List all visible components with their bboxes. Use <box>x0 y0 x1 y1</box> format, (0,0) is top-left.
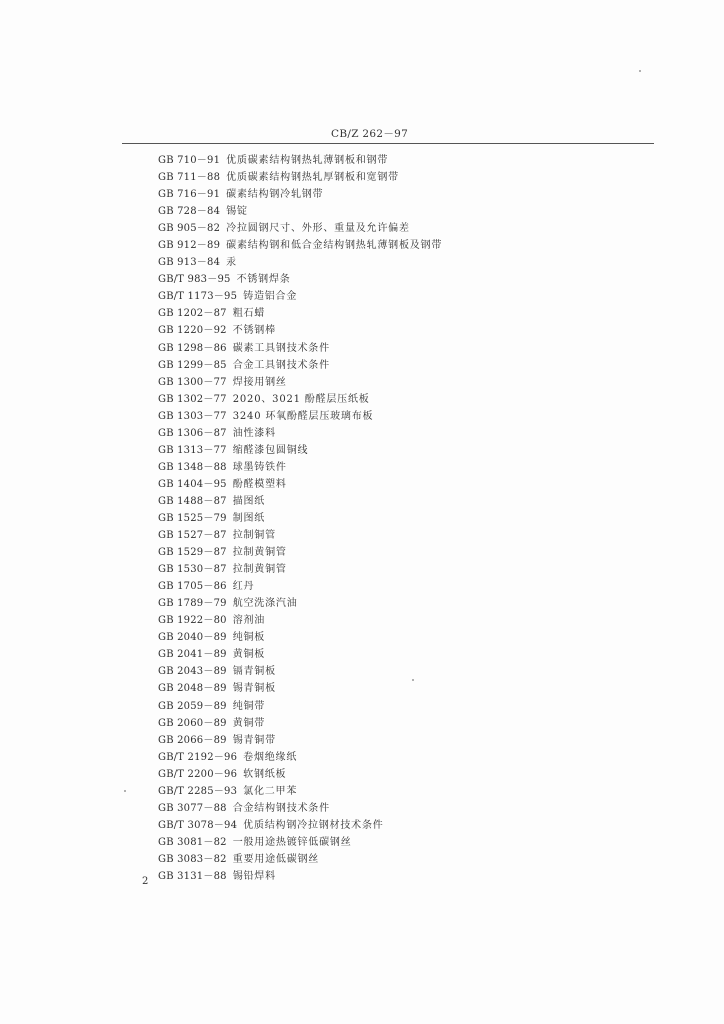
standard-code: GB 2041－89 <box>158 649 227 661</box>
standard-code: GB 2043－89 <box>158 666 227 678</box>
standard-code: GB 1525－79 <box>158 512 227 524</box>
standard-code: GB 1705－86 <box>158 581 227 593</box>
standard-code: GB 1313－77 <box>158 444 227 456</box>
standard-code: GB 2066－89 <box>158 734 227 746</box>
standard-code: GB 716－91 <box>158 189 221 201</box>
standard-entry <box>158 374 442 391</box>
standard-code: GB 711－88 <box>158 172 221 184</box>
standard-code: GB 2040－89 <box>158 632 227 644</box>
scan-speck <box>639 70 641 72</box>
standard-entry <box>158 442 442 459</box>
standard-code: GB 1299－85 <box>158 359 227 371</box>
standard-entry <box>158 817 442 834</box>
standard-code: GB 1789－79 <box>158 598 227 610</box>
standard-entry <box>158 663 442 680</box>
standard-title: 氯化二甲苯 <box>243 785 298 797</box>
standard-title: 优质结构钢冷拉钢材技术条件 <box>243 819 384 831</box>
standard-title: 酚醛模塑料 <box>232 478 287 490</box>
standard-entry <box>158 510 442 527</box>
standard-title: 一般用途热镀锌低碳钢丝 <box>232 836 352 848</box>
standard-code: GB 1529－87 <box>158 547 227 559</box>
standard-title: 粗石蜡 <box>232 308 266 320</box>
standard-title: 卷烟绝缘纸 <box>243 751 298 763</box>
standard-code: GB 3077－88 <box>158 802 227 814</box>
standard-entry <box>158 527 442 544</box>
standard-entry <box>158 186 442 203</box>
standard-code: GB/T 2192－96 <box>158 751 238 763</box>
standard-title: 黄铜带 <box>232 717 266 729</box>
standard-title: 汞 <box>226 257 237 269</box>
standard-entry <box>158 152 442 169</box>
standard-title: 球墨铸铁件 <box>232 461 287 473</box>
standard-entry <box>158 629 442 646</box>
standard-code: GB 905－82 <box>158 223 221 235</box>
standards-list <box>158 152 442 885</box>
standard-code: GB/T 1173－95 <box>158 291 238 303</box>
standard-entry <box>158 800 442 817</box>
standard-title: 合金工具钢技术条件 <box>232 359 330 371</box>
standard-code: GB 2060－89 <box>158 717 227 729</box>
standard-entry <box>158 834 442 851</box>
standard-title: 优质碳素结构钢热轧厚钢板和宽钢带 <box>226 172 399 184</box>
standard-entry <box>158 578 442 595</box>
standard-entry <box>158 680 442 697</box>
standard-entry <box>158 271 442 288</box>
standard-code: GB 1202－87 <box>158 308 227 320</box>
standard-entry <box>158 561 442 578</box>
standard-entry <box>158 732 442 749</box>
standard-title: 碳素工具钢技术条件 <box>232 342 330 354</box>
standard-title: 锡青铜带 <box>232 734 276 746</box>
standard-title: 2020、3021 酚醛层压纸板 <box>232 393 370 405</box>
standard-title: 不锈钢棒 <box>232 325 276 337</box>
standard-code: GB 1404－95 <box>158 478 227 490</box>
standard-entry <box>158 340 442 357</box>
standard-code: GB/T 983－95 <box>158 274 231 286</box>
standard-code: GB 1220－92 <box>158 325 227 337</box>
standard-entry <box>158 237 442 254</box>
standard-entry <box>158 254 442 271</box>
standard-entry <box>158 203 442 220</box>
standard-entry <box>158 783 442 800</box>
scan-speck <box>412 679 414 681</box>
standard-code: GB 1527－87 <box>158 530 227 542</box>
standard-entry <box>158 391 442 408</box>
standard-code: GB 1300－77 <box>158 376 227 388</box>
standard-entry <box>158 459 442 476</box>
standard-code: GB/T 2285－93 <box>158 785 238 797</box>
standard-code: GB 1303－77 <box>158 410 227 422</box>
standard-entry <box>158 595 442 612</box>
standard-title: 制图纸 <box>232 512 266 524</box>
standard-title: 黄铜板 <box>232 649 266 661</box>
standard-code: GB 913－84 <box>158 257 221 269</box>
standard-entry <box>158 425 442 442</box>
standard-title: 焊接用钢丝 <box>232 376 287 388</box>
standard-code: GB 1922－80 <box>158 615 227 627</box>
standard-code: GB 1488－87 <box>158 495 227 507</box>
standard-title: 纯铜板 <box>232 632 266 644</box>
standard-code: GB 728－84 <box>158 206 221 218</box>
standard-code: GB/T 3078－94 <box>158 819 238 831</box>
standard-code: GB 1306－87 <box>158 427 227 439</box>
standard-title: 航空洗涤汽油 <box>232 598 298 610</box>
standard-title: 合金结构钢技术条件 <box>232 802 330 814</box>
standard-entry <box>158 305 442 322</box>
standard-code: GB 1302－77 <box>158 393 227 405</box>
standard-title: 描图纸 <box>232 495 266 507</box>
standard-code: GB 1298－86 <box>158 342 227 354</box>
standard-code: GB 2048－89 <box>158 683 227 695</box>
standard-entry <box>158 169 442 186</box>
standard-title: 冷拉圆钢尺寸、外形、重量及允许偏差 <box>226 223 410 235</box>
standard-entry <box>158 408 442 425</box>
standard-code: GB 1530－87 <box>158 564 227 576</box>
standard-title: 缩醛漆包圆铜线 <box>232 444 309 456</box>
standard-entry <box>158 766 442 783</box>
standard-code: GB 912－89 <box>158 240 221 252</box>
standard-entry <box>158 612 442 629</box>
standard-entry <box>158 698 442 715</box>
standard-title: 油性漆料 <box>232 427 276 439</box>
header-divider <box>122 143 654 144</box>
standard-title: 锡铅焊料 <box>232 870 276 882</box>
standard-code: GB 2059－89 <box>158 700 227 712</box>
standard-code: GB 1348－88 <box>158 461 227 473</box>
scan-speck <box>124 790 126 792</box>
standard-code: GB/T 2200－96 <box>158 768 238 780</box>
standard-entry <box>158 220 442 237</box>
standard-code: GB 3083－82 <box>158 853 227 865</box>
standard-title: 镉青铜板 <box>232 666 276 678</box>
standard-entry <box>158 851 442 868</box>
standard-code: GB 3081－82 <box>158 836 227 848</box>
page-number: 2 <box>142 876 149 887</box>
standard-title: 碳素结构钢和低合金结构钢热轧薄钢板及钢带 <box>226 240 443 252</box>
standard-entry <box>158 868 442 885</box>
standard-title: 碳素结构钢冷轧钢带 <box>226 189 324 201</box>
standard-title: 纯铜带 <box>232 700 266 712</box>
standard-entry <box>158 646 442 663</box>
standard-entry <box>158 544 442 561</box>
standard-title: 铸造铝合金 <box>243 291 298 303</box>
standard-entry <box>158 476 442 493</box>
document-code-header: CB/Z 262－97 <box>331 128 409 140</box>
standard-title: 不锈钢焊条 <box>236 274 291 286</box>
standard-title: 软钢纸板 <box>243 768 287 780</box>
standard-title: 锡锭 <box>226 206 248 218</box>
standard-code: GB 710－91 <box>158 155 221 166</box>
standard-entry <box>158 749 442 766</box>
standard-title: 重要用途低碳钢丝 <box>232 853 320 865</box>
standard-title: 拉制黄铜管 <box>232 564 287 576</box>
standard-title: 溶剂油 <box>232 615 266 627</box>
standard-title: 优质碳素结构钢热轧薄钢板和钢带 <box>226 155 389 166</box>
standard-title: 3240 环氧酚醛层压玻璃布板 <box>232 410 374 422</box>
standard-entry <box>158 322 442 339</box>
standard-entry <box>158 493 442 510</box>
standard-title: 拉制黄铜管 <box>232 547 287 559</box>
standard-entry <box>158 357 442 374</box>
standard-entry <box>158 288 442 305</box>
standard-code: GB 3131－88 <box>158 870 227 882</box>
standard-entry <box>158 715 442 732</box>
standard-title: 锡青铜板 <box>232 683 276 695</box>
standard-title: 拉制铜管 <box>232 530 276 542</box>
standard-title: 红丹 <box>232 581 255 593</box>
